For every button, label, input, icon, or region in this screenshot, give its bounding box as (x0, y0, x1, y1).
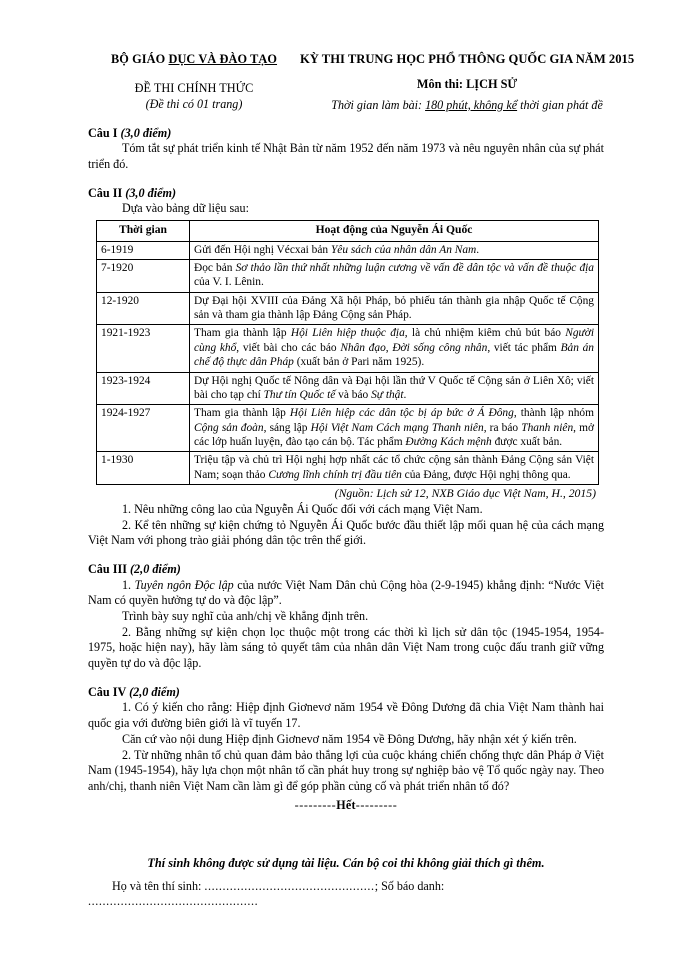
candidate-name-field[interactable]: ............................................... (204, 878, 375, 893)
column-header-activity: Hoạt động của Nguyễn Ái Quốc (190, 221, 599, 242)
text-run: và báo (335, 388, 372, 401)
question-4-item-1: 1. Có ý kiến cho rằng: Hiệp định Giơnevơ năm 1954 về Đông Dương đã chia Việt Nam thành hai quốc gia với đường biên giới là vĩ tuyến 17. (88, 700, 604, 731)
text-run: Tham gia thành lập (194, 407, 290, 420)
question-2-label: Câu II (88, 185, 126, 200)
table-source: (Nguồn: Lịch sử 12, NXB Giáo dục Việt Nam, H., 2015) (334, 487, 596, 501)
subject-label: Môn thi: LỊCH SỬ (416, 76, 518, 91)
question-3-item-2: 2. Bằng những sự kiện chọn lọc thuộc một trong các thời kì lịch sử dân tộc (1945-1954, 1954-1975, hoặc hiện nay), hãy làm sáng tỏ quyết tâm của nhân dân Việt Nam trong cuộc đấu tranh giữ vững quyền tự do và độc lập. (88, 624, 604, 671)
text-run: , là chủ nhiệm kiêm chủ bút báo (404, 327, 566, 340)
text-run: Gửi đến Hội nghị Véc (194, 243, 295, 256)
work-title: Sự thật (371, 388, 404, 401)
text-run: của Đảng, được Hội nghị thông qua. (401, 468, 571, 481)
question-3-item-1-number: 1. (122, 577, 135, 592)
question-2-item-2: 2. Kể tên những sự kiện chứng tỏ Nguyễn Ái Quốc bước đầu thiết lập mối quan hệ của cách mạng Việt Nam với phong trào giải phóng dân tộc trên thế giới. (88, 517, 604, 548)
text-run: Dự Đại hội XVIII của Đảng Xã hội Pháp, bỏ phiếu tán thành gia nhập Quốc tế Cộng sản và tham gia thành lập Đảng Cộng sản Pháp. (194, 294, 594, 322)
question-2-item-1: 1. Nêu những công lao của Nguyễn Ái Quốc đối với cách mạng Việt Nam. (122, 501, 483, 516)
question-3-item-1 (88, 578, 604, 609)
text-run: , sáng lập (263, 421, 311, 434)
cell-time: 1923-1924 (97, 372, 190, 405)
text-run: Triệu tập và chủ trì Hội nghị hợp nhất các tổ chức cộng sản thành Đảng Cộng sản Việt Nam; soạn thảo (194, 454, 594, 481)
text-run: , mở các lớp huấn luyện, đào tạo cán bộ. Tác phẩm (194, 421, 595, 448)
column-header-time: Thời gian (97, 221, 190, 242)
exam-notice: Thí sinh không được sử dụng tài liệu. Cán bộ coi thi không giải thích gì thêm. (147, 856, 545, 870)
table-head (97, 221, 599, 242)
table-row (97, 372, 599, 405)
cell-activity (190, 452, 599, 485)
candidate-name-label: Họ và tên thí sinh: (112, 878, 205, 893)
text-run: (xuất bản ở Pari năm 1925). (293, 356, 425, 369)
cell-time: 12-1920 (97, 292, 190, 325)
candidate-number-label: ; Số báo danh: (374, 878, 445, 893)
cell-time: 1924-1927 (97, 405, 190, 452)
nguyen-ai-quoc-activities-table (96, 220, 599, 485)
table-row (97, 325, 599, 372)
exam-title: KỲ THI TRUNG HỌC PHỔ THÔNG QUỐC GIA NĂM 2015 (300, 52, 635, 66)
table-row (97, 452, 599, 485)
question-2-title (88, 186, 604, 201)
cell-activity (190, 292, 599, 325)
text-run: , viết tác phẩm (487, 341, 561, 354)
work-title: Sơ thảo lần thứ nhất những luận cương về vấn đề dân tộc và vấn đề thuộc địa (235, 262, 594, 275)
text-run: , (385, 341, 393, 354)
cell-activity (190, 325, 599, 372)
work-title: Hội Việt Nam Cách mạng Thanh niên (310, 421, 484, 434)
work-title: Cộng sản đoàn (194, 421, 264, 434)
question-4-title (88, 685, 604, 700)
cell-time: 1921-1923 (97, 325, 190, 372)
work-title: Đường Kách mệnh (405, 435, 492, 448)
duration-underlined: 180 phút, không kể (425, 97, 518, 112)
work-title: Nhân đạo (340, 341, 386, 354)
question-2-points: (3,0 điểm) (125, 185, 177, 200)
table-row (97, 241, 599, 259)
cell-time: 6-1919 (97, 241, 190, 259)
work-title: Thư tín Quốc tế (263, 388, 336, 401)
work-title: Người cùng khổ (194, 327, 594, 354)
text-run: . (403, 388, 407, 401)
header-left-block (88, 52, 300, 113)
table-header-row (97, 221, 599, 242)
pages-note: (Đề thi có 01 trang) (145, 97, 243, 112)
duration-prefix: Thời gian làm bài: (331, 97, 426, 112)
table-body (97, 241, 599, 484)
text-run: được xuất bản. (491, 435, 563, 448)
header-right-block (300, 52, 634, 113)
text-run: của V. I. Lênin. (194, 276, 264, 289)
question-3-label: Câu III (88, 562, 130, 577)
text-run: Dự Hội nghị Quốc tế Nông dân và Đại hội lần thứ V Quốc tế Cộng sản ở Liên Xô; viết bài cho tạp chí (194, 374, 594, 401)
end-marker (88, 798, 604, 813)
cell-activity (190, 260, 599, 293)
cell-time: 7-1920 (97, 260, 190, 293)
end-dashes-left: --------- (294, 797, 337, 812)
question-3-title (88, 562, 604, 577)
official-exam-label: ĐỀ THI CHÍNH THỨC (134, 80, 254, 95)
table-row (97, 292, 599, 325)
text-run: Đọc bản (194, 262, 236, 275)
question-1-points: (3,0 điểm) (120, 125, 172, 140)
page-content (88, 52, 635, 909)
text-run: , ra báo (483, 421, 522, 434)
work-title: Bản án chế độ thực dân Pháp (194, 341, 595, 369)
question-4-label: Câu IV (88, 684, 130, 699)
work-title: Thanh niên (521, 421, 574, 434)
end-label: Hết (336, 797, 356, 812)
question-3-item-1-follow: Trình bày suy nghĩ của anh/chị về khẳng định trên. (122, 608, 369, 623)
text-run: Tham gia thành lập (194, 327, 291, 340)
cell-time: 1-1930 (97, 452, 190, 485)
text-run: , viết bài cho các báo (236, 341, 341, 354)
text-run: xai bản (294, 243, 331, 256)
work-title: Yêu sách của nhân dân An Nam (330, 243, 477, 256)
question-4-item-2: 2. Từ những nhân tố chủ quan đảm bảo thắng lợi của cuộc kháng chiến chống thực dân Pháp ở Việt Nam (1945-1954), hãy lựa chọn một nhân tố cần phát huy trong sự nghiệp bảo vệ Tổ quốc ngày nay. Theo anh/chị, thanh niên Việt Nam cần làm gì để góp phần củng cố và phát triển nhân tố đó? (88, 747, 604, 793)
cell-activity (190, 372, 599, 405)
question-3-points: (2,0 điểm) (130, 562, 181, 577)
text-run: , thành lập nhóm (513, 407, 594, 420)
question-2-intro: Dựa vào bảng dữ liệu sau: (122, 201, 249, 216)
cell-activity (190, 405, 599, 452)
work-title: Cương lĩnh chính trị đầu tiên (268, 468, 402, 481)
question-4-points: (2,0 điểm) (129, 684, 180, 699)
work-title: Đời sống công nhân (392, 341, 488, 354)
question-1-body: Tóm tắt sự phát triển kinh tế Nhật Bản từ năm 1952 đến năm 1973 và nêu nguyên nhân của sự phát triển đó. (88, 141, 604, 172)
cell-activity (190, 241, 599, 259)
question-1-title (88, 126, 604, 141)
work-title: Hội Liên hiệp các dân tộc bị áp bức ở Á Đông (289, 407, 514, 420)
document-header (88, 52, 635, 113)
duration-suffix: thời gian phát đề (517, 97, 603, 112)
table-row (97, 260, 599, 293)
question-3-item-1-rest: của nước Việt Nam Dân chủ Cộng hòa (2-9-1945) khẳng định: “Nước Việt Nam có quyền hưởng tự do và độc lập”. (88, 577, 605, 608)
declaration-of-independence-title: Tuyên ngôn Độc lập (134, 577, 234, 592)
candidate-info-line (88, 879, 604, 910)
question-1-label: Câu I (88, 125, 121, 140)
end-dashes-right: --------- (355, 797, 398, 812)
ministry-underlined: DỤC VÀ ĐÀO TẠO (168, 52, 278, 66)
question-4-item-1-follow: Căn cứ vào nội dung Hiệp định Giơnevơ năm 1954 về Đông Dương, hãy nhận xét ý kiến trên. (122, 731, 577, 746)
candidate-number-field[interactable]: ............................................... (88, 893, 259, 908)
work-title: Hội Liên hiệp thuộc địa (290, 327, 405, 340)
exam-duration (300, 98, 634, 113)
ministry-name (88, 52, 300, 68)
ministry-prefix: BỘ GIÁO (110, 52, 169, 66)
text-run: . (476, 243, 480, 256)
table-row (97, 405, 599, 452)
